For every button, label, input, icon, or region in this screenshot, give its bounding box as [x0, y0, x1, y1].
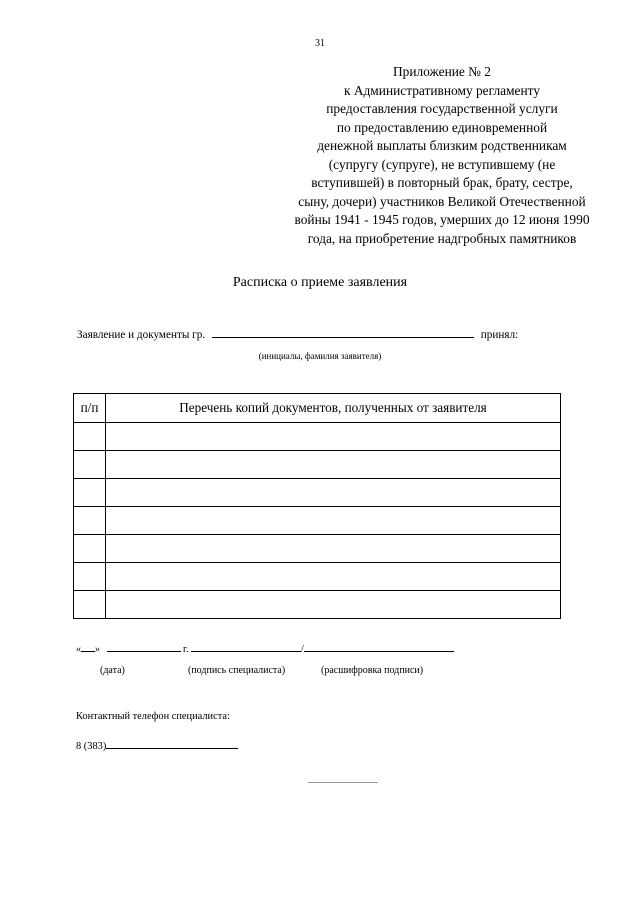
year-suffix: г. — [183, 644, 189, 655]
appendix-line: предоставления государственной услуги — [326, 101, 558, 116]
table-row — [74, 535, 561, 563]
table-cell-number[interactable] — [74, 479, 106, 507]
appendix-header — [262, 63, 622, 248]
appendix-line: Приложение № 2 — [392, 64, 492, 79]
table-row — [74, 451, 561, 479]
statement-line — [77, 327, 547, 341]
appendix-line: к Административному регламенту — [343, 82, 541, 98]
applicant-name-field[interactable] — [212, 327, 474, 338]
receipt-title: Расписка о приеме заявления — [232, 275, 408, 290]
table-cell-number[interactable] — [74, 451, 106, 479]
table-cell-document[interactable] — [106, 479, 561, 507]
signature-field[interactable] — [191, 641, 301, 652]
table-row — [74, 563, 561, 591]
table-cell-number[interactable] — [74, 591, 106, 619]
header-number: п/п — [74, 394, 106, 423]
appendix-line: (супругу (супруге), не вступившему (не — [328, 156, 556, 172]
table-cell-document[interactable] — [106, 423, 561, 451]
table-cell-number[interactable] — [74, 535, 106, 563]
table-cell-number[interactable] — [74, 423, 106, 451]
table-cell-document[interactable] — [106, 535, 561, 563]
phone-field[interactable] — [106, 738, 238, 749]
table-cell-document[interactable] — [106, 591, 561, 619]
month-field[interactable] — [107, 641, 181, 652]
appendix-line: вступившей) в повторный брак, брату, сестре, — [311, 175, 573, 190]
signature-decoding-caption: (расшифровка подписи) — [321, 665, 424, 676]
date-caption: (дата) — [100, 665, 125, 676]
statement-prefix: Заявление и документы гр. — [77, 329, 206, 341]
table-cell-number[interactable] — [74, 507, 106, 535]
quote-close: » — [95, 644, 100, 655]
bottom-divider — [308, 782, 378, 783]
table-cell-number[interactable] — [74, 563, 106, 591]
signature-line — [76, 641, 454, 655]
appendix-line: денежной выплаты близким родственникам — [317, 138, 567, 153]
signature-decoding-field[interactable] — [304, 641, 454, 652]
table-row — [74, 591, 561, 619]
appendix-line: года, на приобретение надгробных памятников — [307, 230, 577, 246]
header-documents: Перечень копий документов, полученных от заявителя — [106, 394, 561, 423]
table-row — [74, 479, 561, 507]
statement-suffix: принял: — [480, 329, 519, 341]
table-header-row — [74, 394, 561, 423]
phone-line — [76, 738, 238, 752]
table-cell-document[interactable] — [106, 507, 561, 535]
quote-open: « — [76, 644, 81, 655]
appendix-line: по предоставлению единовременной — [336, 119, 548, 135]
table-row — [74, 507, 561, 535]
contact-phone-label: Контактный телефон специалиста: — [76, 711, 230, 722]
table-cell-document[interactable] — [106, 563, 561, 591]
table-row — [74, 423, 561, 451]
phone-prefix: 8 (383) — [76, 741, 107, 752]
table-cell-document[interactable] — [106, 451, 561, 479]
page-number: 31 — [315, 38, 325, 49]
day-field[interactable] — [81, 641, 95, 652]
signature-separator: / — [300, 644, 304, 655]
documents-table — [73, 393, 561, 619]
applicant-caption: (инициалы, фамилия заявителя) — [258, 351, 382, 361]
specialist-signature-caption: (подпись специалиста) — [188, 665, 286, 676]
appendix-line: сыну, дочери) участников Великой Отечественной — [298, 193, 586, 209]
appendix-line: войны 1941 - 1945 годов, умерших до 12 июня 1990 — [294, 212, 590, 227]
